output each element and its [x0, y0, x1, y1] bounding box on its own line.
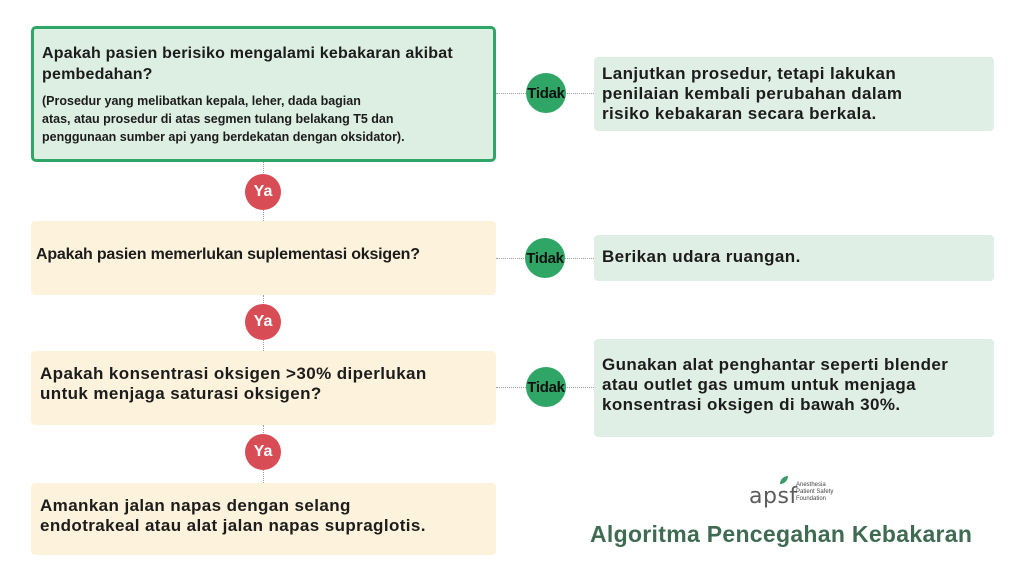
no-badge-3: Tidak — [526, 367, 566, 407]
no-badge-1: Tidak — [526, 73, 566, 113]
decision-question-line: untuk menjaga saturasi oksigen? — [40, 384, 322, 403]
no-action-line: konsentrasi oksigen di bawah 30%. — [602, 395, 901, 414]
no-action-line: Lanjutkan prosedur, tetapi lakukan — [602, 64, 897, 83]
decision-detail: (Prosedur yang melibatkan kepala, leher, dada bagian atas, atau prosedur di atas segmen tulang belakang T5 dan penggunaan sumber api yang berdekatan dengan oksidator). — [42, 94, 405, 144]
logo-wordmark: apsf — [749, 484, 798, 509]
no-action-line: atau outlet gas umum untuk menjaga — [602, 375, 916, 394]
decision-box-fire-risk — [31, 26, 496, 162]
no-action-box-1 — [594, 57, 994, 131]
no-badge-2: Tidak — [525, 238, 565, 278]
yes-badge-1: Ya — [245, 174, 281, 210]
apsf-logo — [749, 478, 849, 518]
yes-badge-2: Ya — [245, 304, 281, 340]
no-action-line: penilaian kembali perubahan dalam — [602, 84, 903, 103]
yes-badge-3: Ya — [245, 434, 281, 470]
decision-box-oxygen-supplementation — [31, 221, 496, 295]
no-action-box-2 — [594, 235, 994, 281]
decision-question: Apakah pasien berisiko mengalami kebakaran akibat pembedahan? — [42, 45, 453, 83]
final-action-line: endotrakeal atau alat jalan napas supraglotis. — [40, 516, 426, 535]
no-action-line: risiko kebakaran secara berkala. — [602, 104, 877, 123]
final-action-line: Amankan jalan napas dengan selang — [40, 496, 351, 515]
decision-question-line: Apakah konsentrasi oksigen >30% diperlukan — [40, 364, 427, 383]
decision-question: Apakah pasien memerlukan suplementasi oksigen? — [36, 246, 420, 263]
no-action-line: Gunakan alat penghantar seperti blender — [602, 355, 949, 374]
no-action-box-3 — [594, 339, 994, 437]
no-action-line: Berikan udara ruangan. — [602, 247, 801, 266]
diagram-title: Algoritma Pencegahan Kebakaran — [590, 521, 973, 547]
decision-box-oxygen-concentration — [31, 351, 496, 425]
final-action-box — [31, 483, 496, 555]
logo-organization: Anesthesia Patient Safety Foundation — [796, 482, 834, 502]
